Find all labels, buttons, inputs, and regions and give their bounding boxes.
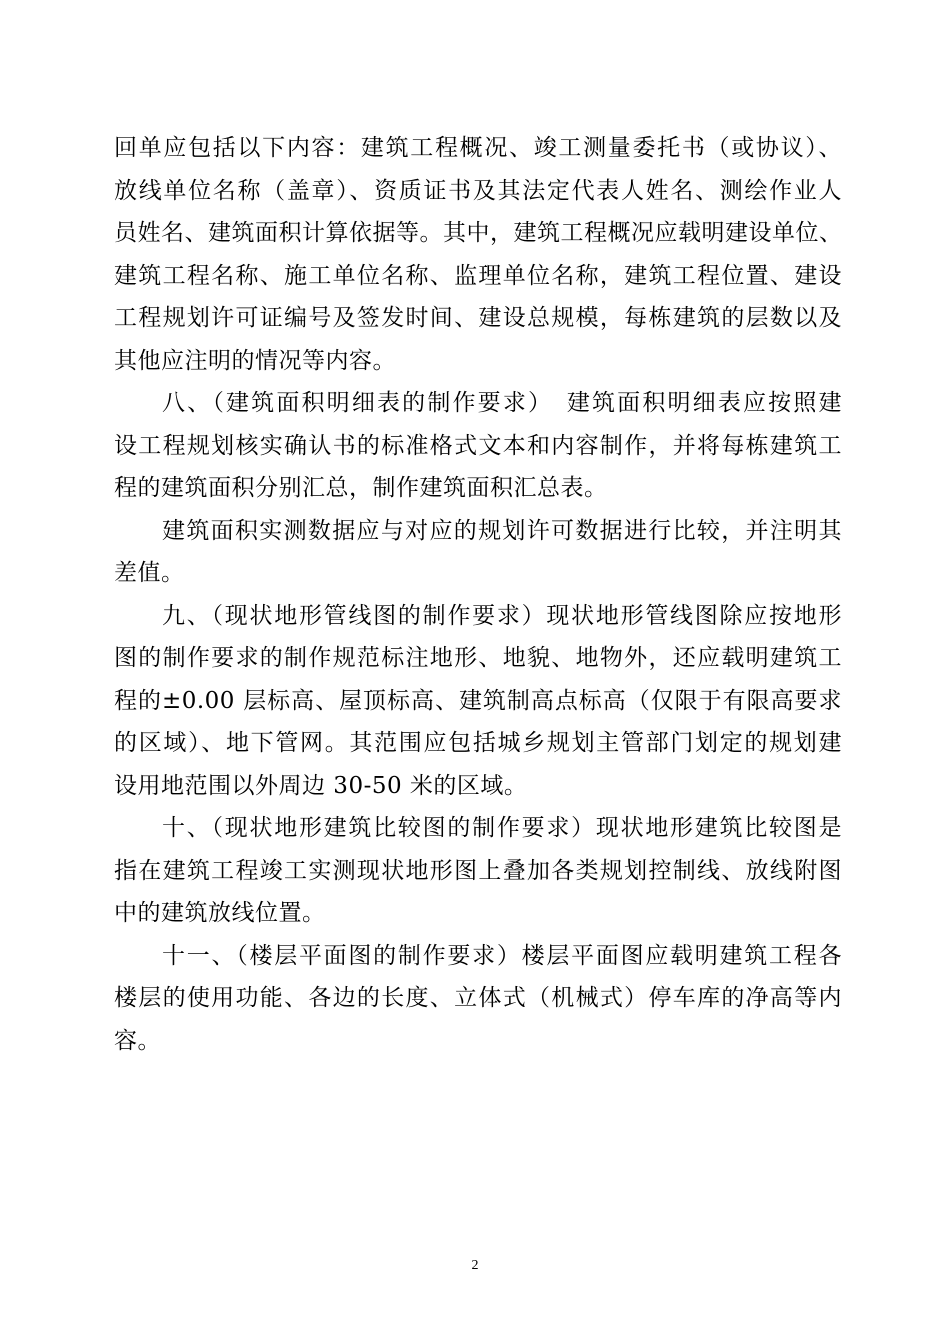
- text-line: 设工程规划核实确认书的标准格式文本和内容制作，并将每栋建筑工: [114, 432, 842, 459]
- text-line: 程的建筑面积分别汇总，制作建筑面积汇总表。: [114, 475, 608, 501]
- section-9-heading-line: 九、（现状地形管线图的制作要求）现状地形管线图除应按地形: [162, 602, 842, 629]
- section-8-heading-line: 八、（建筑面积明细表的制作要求） 建筑面积明细表应按照建: [162, 390, 842, 416]
- text-line: 的区域）、地下管网。其范围应包括城乡规划主管部门划定的规划建: [114, 730, 842, 756]
- text-line: 其他应注明的情况等内容。: [114, 347, 396, 374]
- text-line: 差值。: [114, 560, 185, 586]
- text-line: 指在建筑工程竣工实测现状地形图上叠加各类规划控制线、放线附图: [114, 857, 842, 884]
- text-line: 中的建筑放线位置。: [114, 900, 326, 926]
- text-line: 设用地范围以外周边 30-50 米的区域。: [114, 772, 528, 799]
- text-line: 员姓名、建筑面积计算依据等。其中，建筑工程概况应载明建设单位、: [114, 220, 843, 246]
- section-11-heading-line: 十一、（楼层平面图的制作要求）楼层平面图应载明建筑工程各: [162, 942, 842, 969]
- text-line: 回单应包括以下内容：建筑工程概况、竣工测量委托书（或协议）、: [114, 135, 842, 161]
- text-line: 容。: [114, 1027, 161, 1054]
- text-line: 放线单位名称（盖章）、资质证书及其法定代表人姓名、测绘作业人: [114, 177, 842, 204]
- text-line: 工程规划许可证编号及签发时间、建设总规模，每栋建筑的层数以及: [114, 305, 842, 331]
- text-line: 建筑工程名称、施工单位名称、监理单位名称，建筑工程位置、建设: [114, 262, 842, 289]
- text-line: 图的制作要求的制作规范标注地形、地貌、地物外，还应载明建筑工: [114, 645, 842, 671]
- page-number: 2: [471, 1258, 479, 1273]
- body-text: [114, 127, 842, 1062]
- paragraph-first-line: 建筑面积实测数据应与对应的规划许可数据进行比较，并注明其: [162, 517, 842, 544]
- section-10-heading-line: 十、（现状地形建筑比较图的制作要求）现状地形建筑比较图是: [162, 815, 842, 841]
- text-line: 程的±0.00 层标高、屋顶标高、建筑制高点标高（仅限于有限高要求: [114, 687, 842, 714]
- text-line: 楼层的使用功能、各边的长度、立体式（机械式）停车库的净高等内: [114, 985, 842, 1011]
